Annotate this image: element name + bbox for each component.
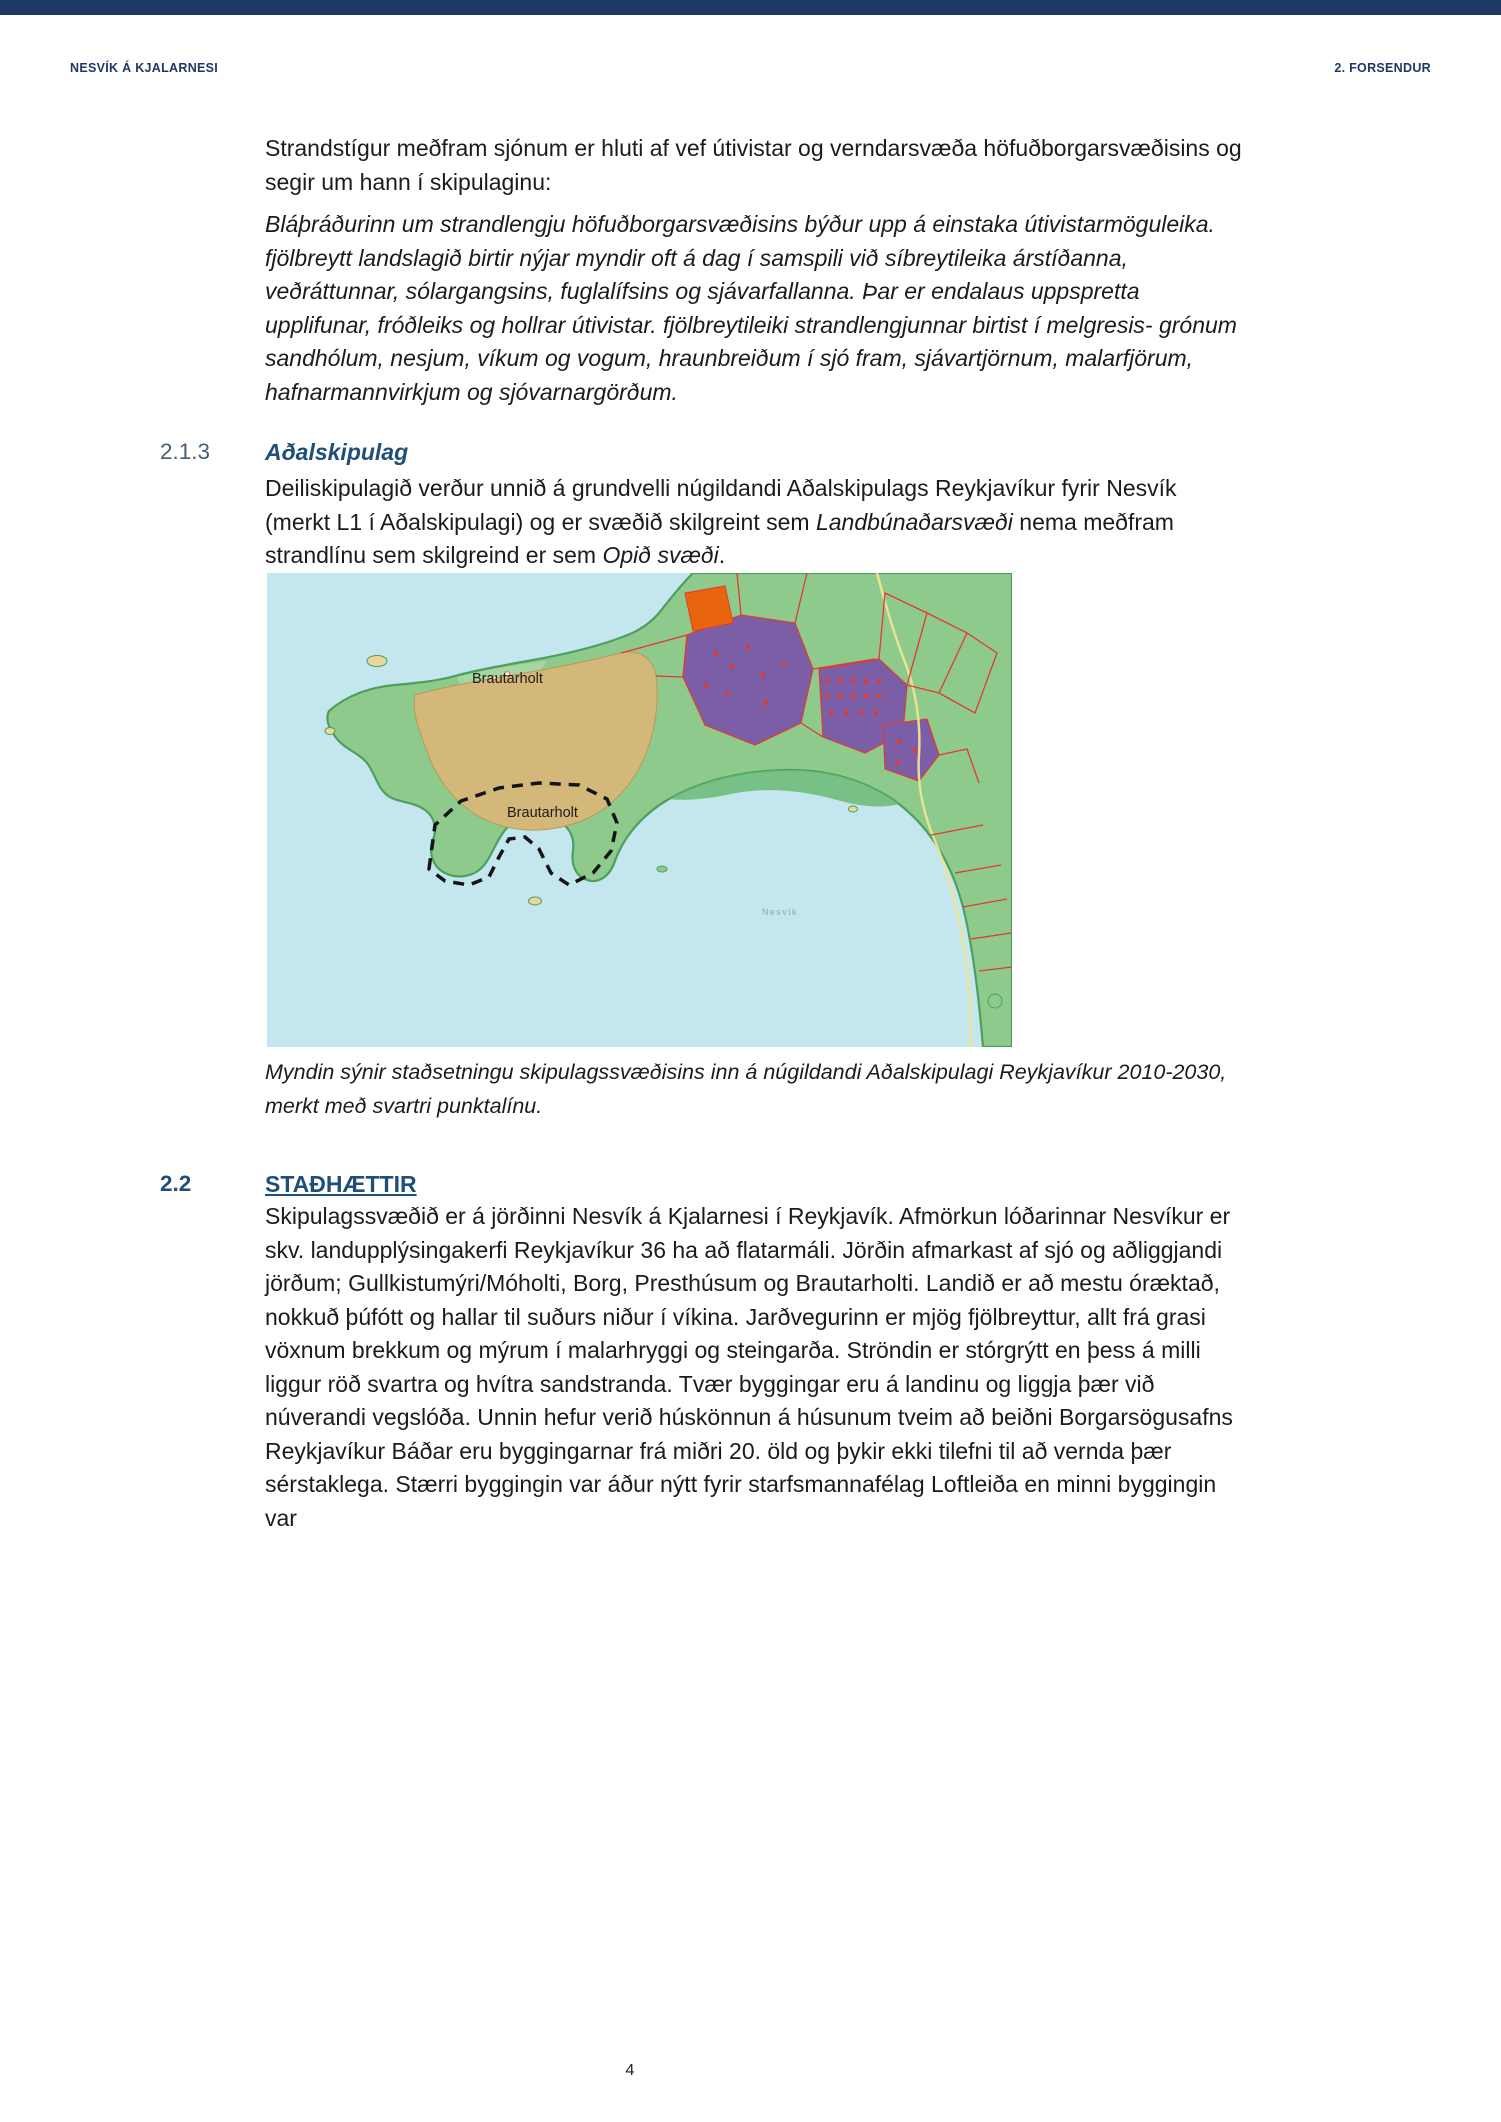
section-number-2-1-3: 2.1.3 (160, 439, 211, 464)
running-header-left: NESVÍK Á KJALARNESI (70, 61, 219, 75)
section-title-adalskipulag: Aðalskipulag (265, 439, 409, 465)
text-run: . (718, 542, 726, 568)
map-orange-parcel (685, 586, 733, 631)
intro-paragraph: Strandstígur meðfram sjónum er hluti af vef útivistar og verndarsvæða höfuðborgarsvæðisins og segir um hann í skipulaginu: (265, 135, 1242, 195)
top-accent-bar (0, 0, 1501, 15)
running-header-right: 2. FORSENDUR (1334, 61, 1431, 75)
map-label-brautarholt-site: Brautarholt (507, 805, 578, 821)
term-opid-svaedi: Opið svæði (602, 542, 719, 568)
zoning-map-figure (267, 573, 1012, 1047)
map-label-brautarholt-north: Brautarholt (472, 671, 543, 687)
page-number: 4 (625, 2062, 635, 2079)
map-caption: Myndin sýnir staðsetningu skipulagssvæðisins inn á núgildandi Aðalskipulagi Reykjavíkur 2010-2030, merkt með svartri punktalínu. (265, 1060, 1227, 1118)
zoning-map (267, 573, 1012, 1047)
section-title-stadhaettir: STAÐHÆTTIR (265, 1171, 417, 1197)
term-landbunadarsvaedi: Landbúnaðarsvæði (815, 508, 1013, 535)
section-2-2-paragraph: Skipulagssvæðið er á jörðinni Nesvík á Kjalarnesi í Reykjavík. Afmörkun lóðarinnar Nesvíkur er skv. landupplýsingakerfi Reykjavíkur 36 ha að flatarmáli. Jörðin afmarkast af sjó og aðliggjandi jörðum; Gullkistumýri/Móholti, Borg, Presthúsum og Brautarholti. Landið er að mestu óræktað, nokkuð þúfótt og hallar til suðurs niður í víkina. Jarðvegurinn er mjög fjölbreyttur, allt frá grasi vöxnum brekkum og mýrum í malarhryggi og steingarða. Ströndin er stórgrýtt en þess á milli liggur röð svartra og hvítra sandstranda. Tvær byggingar eru á landinu og liggja þær við núverandi vegslóða. Unnin hefur verið húskönnun á húsunum tveim að beiðni Borgarsögusafns Reykjavíkur Báðar eru byggingarnar frá miðri 20. öld og þykir ekki tilefni til að vernda þær sérstaklega. Stærri byggingin var áður nýtt fyrir starfsmannafélag Loftleiða en minni byggingin var (265, 1203, 1233, 1531)
section-number-2-2: 2.2 (160, 1171, 192, 1196)
text-run: Deiliskipulagið verður unnið á grundvelli núgildandi Aðalskipulags Reykjavíkur fyrir Nesvík (merkt L1 í Aðalskipulagi) og er svæðið skilgreint sem (265, 475, 1177, 535)
section-2-1-3-paragraph (265, 472, 1247, 573)
text-run: nema meðfram strandlínu sem skilgreind er sem (265, 508, 1174, 568)
map-label-nesvik: Nesvík (762, 907, 798, 917)
quote-paragraph: Bláþráðurinn um strandlengju höfuðborgarsvæðisins býður upp á einstaka útivistarmöguleika. fjölbreytt landslagið birtir nýjar myndir oft á dag í samspili við síbreytileika árstíðanna, veðráttunnar, sólargangsins, fuglalífsins og sjávarfallanna. Þar er endalaus uppspretta upplifunar, fróðleiks og hollrar útivistar. fjölbreytileiki strandlengjunnar birtist í melgresis- grónum sandhólum, nesjum, víkum og vogum, hraunbreiðum í sjó fram, sjávartjörnum, malarfjörum, hafnarmannvirkjum og sjóvarnargörðum. (265, 211, 1237, 405)
